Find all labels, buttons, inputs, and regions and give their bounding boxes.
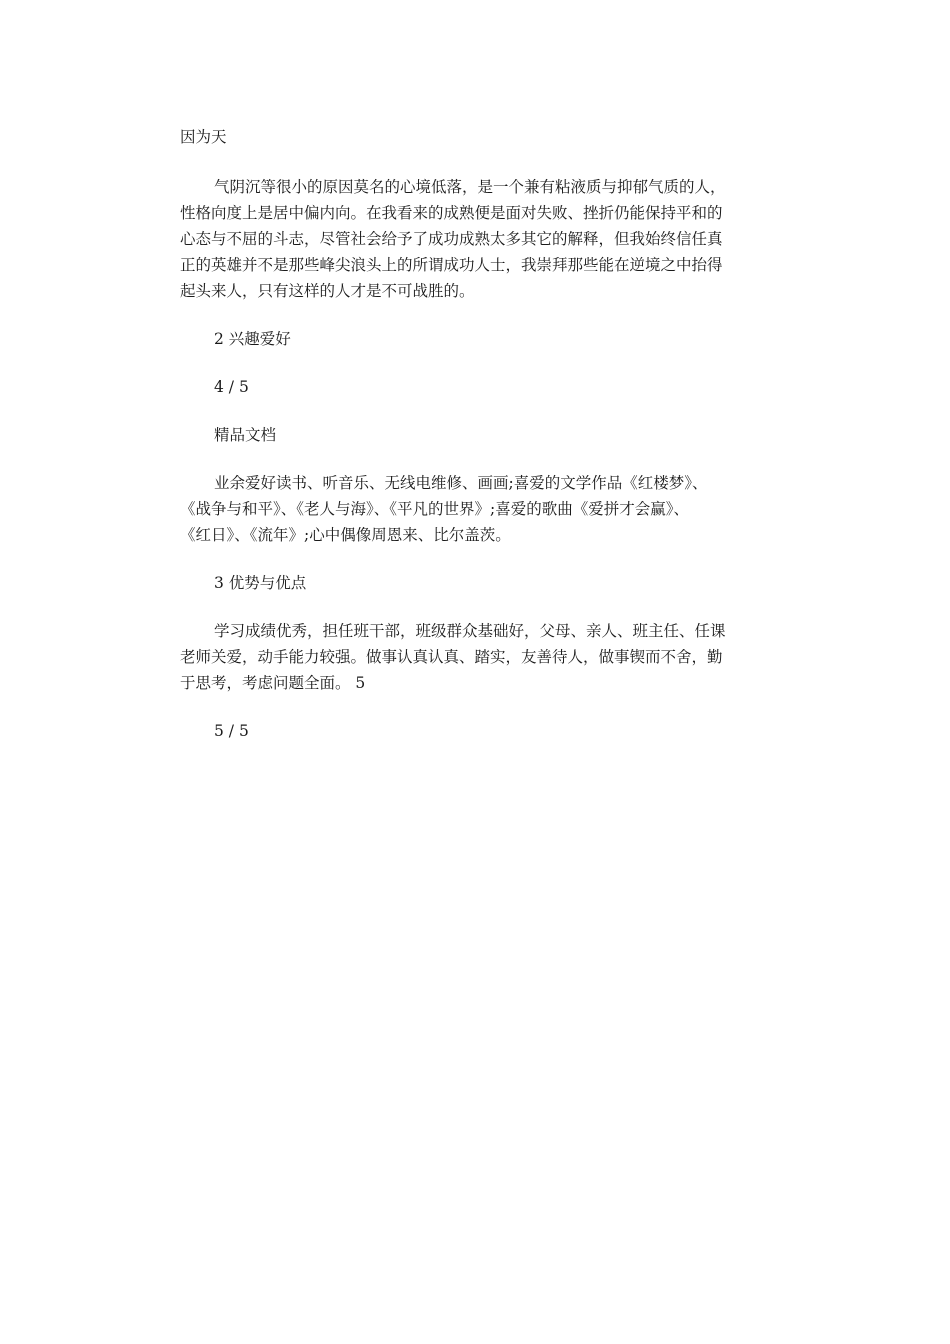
spacer [180, 150, 780, 174]
paragraph-line: 正的英雄并不是那些峰尖浪头上的所谓成功人士，我崇拜那些能在逆境之中抬得 [180, 256, 723, 274]
spacer [180, 400, 780, 422]
spacer [180, 448, 780, 470]
hobbies-paragraph [180, 470, 780, 548]
spacer [180, 696, 780, 718]
paragraph-line: 业余爱好读书、听音乐、无线电维修、画画;喜爱的文学作品《红楼梦》、 [214, 474, 708, 492]
strengths-paragraph [180, 618, 780, 696]
opening-fragment: 因为天 [180, 128, 227, 146]
personality-paragraph [180, 174, 780, 304]
paragraph-line: 起头来人，只有这样的人才是不可战胜的。 [180, 282, 475, 300]
document-body [180, 124, 780, 744]
paragraph-line: 性格向度上是居中偏内向。在我看来的成熟便是面对失败、挫折仍能保持平和的 [180, 204, 723, 222]
section-heading-strengths: 3 优势与优点 [214, 574, 307, 592]
section-heading-hobbies: 2 兴趣爱好 [214, 330, 291, 348]
spacer [180, 548, 780, 570]
page-number-5: 5 / 5 [214, 722, 249, 740]
spacer [180, 352, 780, 374]
paragraph-line: 于思考，考虑问题全面。 5 [180, 674, 366, 692]
page-number-4: 4 / 5 [214, 378, 249, 396]
paragraph-line: 《战争与和平》、《老人与海》、《平凡的世界》;喜爱的歌曲《爱拼才会赢》、 [180, 500, 689, 518]
paragraph-line: 气阴沉等很小的原因莫名的心境低落，是一个兼有粘液质与抑郁气质的人， [214, 178, 726, 196]
paragraph-line: 《红日》、《流年》;心中偶像周恩来、比尔盖茨。 [180, 526, 511, 544]
paragraph-line: 心态与不屈的斗志，尽管社会给予了成功成熟太多其它的解释，但我始终信任真 [180, 230, 723, 248]
spacer [180, 304, 780, 326]
spacer [180, 596, 780, 618]
document-header-label: 精品文档 [214, 426, 277, 444]
paragraph-line: 学习成绩优秀，担任班干部，班级群众基础好，父母、亲人、班主任、任课 [214, 622, 726, 640]
paragraph-line: 老师关爱，动手能力较强。做事认真认真、踏实，友善待人，做事锲而不舍，勤 [180, 648, 723, 666]
